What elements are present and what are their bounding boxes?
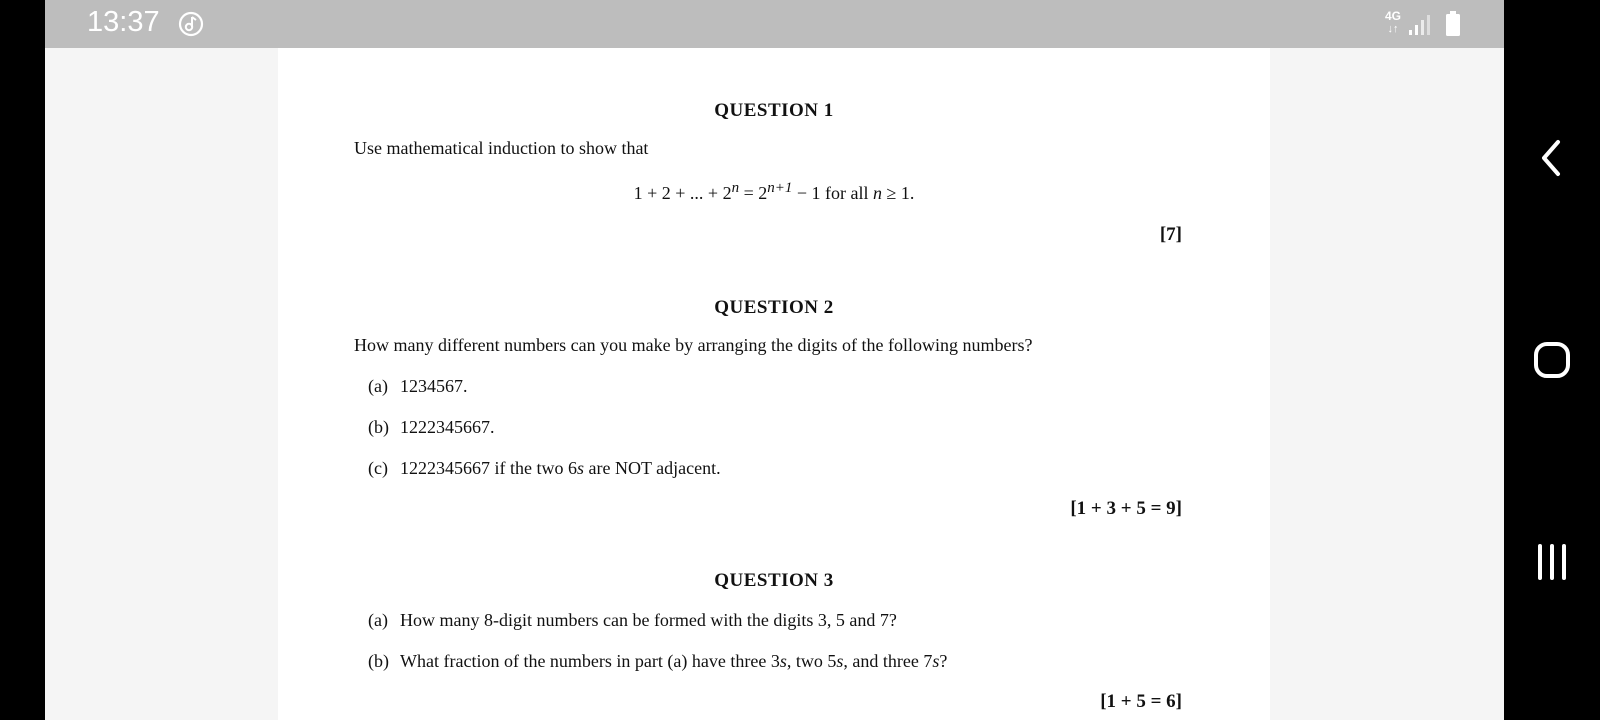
item-text-1: What fraction of the numbers in part (a) have three 3 <box>400 651 780 671</box>
item-text-3: , and three 7 <box>843 651 933 671</box>
question-2-item-c <box>368 458 721 479</box>
formula-right: − 1 for all <box>792 183 873 203</box>
back-icon <box>1536 138 1568 178</box>
question-2-intro: How many different numbers can you make by arranging the digits of the following numbers? <box>354 335 1033 355</box>
question-2-title: QUESTION 2 <box>714 297 834 318</box>
network-label: 4G <box>1384 9 1401 23</box>
item-var: s <box>577 458 585 478</box>
item-label: (a) <box>368 610 388 630</box>
document-page[interactable] <box>278 48 1270 720</box>
formula-mid: = 2 <box>739 183 768 203</box>
question-3-item-b <box>368 651 947 672</box>
music-sync-icon <box>177 10 205 38</box>
recents-icon <box>1534 542 1570 582</box>
item-text: 1222345667. <box>400 417 495 437</box>
item-text-post: are NOT adjacent. <box>584 458 721 478</box>
question-2-item-a <box>368 376 468 397</box>
question-1-formula <box>278 180 1270 204</box>
item-var-2: s <box>836 651 844 671</box>
status-time: 13:37 <box>87 6 160 38</box>
formula-exponent-n: n <box>731 180 740 196</box>
question-2-item-b <box>368 417 495 438</box>
question-2-marks: [1 + 3 + 5 = 9] <box>1070 498 1182 519</box>
question-3-title: QUESTION 3 <box>714 570 834 591</box>
item-text-4: ? <box>939 651 948 671</box>
item-label: (a) <box>368 376 388 396</box>
left-black-bar <box>0 0 45 720</box>
home-button[interactable] <box>1504 330 1600 390</box>
status-bar <box>45 0 1504 48</box>
question-3-marks: [1 + 5 = 6] <box>1100 691 1182 712</box>
item-text-2: , two 5 <box>786 651 837 671</box>
item-text-pre: 1222345667 if the two 6 <box>400 458 577 478</box>
formula-end: ≥ 1. <box>882 183 915 203</box>
home-icon <box>1532 340 1572 380</box>
signal-icon <box>1408 13 1432 37</box>
question-1-intro: Use mathematical induction to show that <box>354 138 649 158</box>
question-3-item-a <box>368 610 897 631</box>
item-label: (b) <box>368 417 389 437</box>
formula-left: 1 + 2 + ... + 2 <box>633 183 732 203</box>
item-var-1: s <box>779 651 787 671</box>
item-var-3: s <box>932 651 940 671</box>
question-1-title: QUESTION 1 <box>714 100 834 121</box>
battery-icon <box>1445 11 1461 37</box>
formula-variable-n: n <box>873 183 882 203</box>
item-text: How many 8-digit numbers can be formed with the digits 3, 5 and 7? <box>400 610 897 630</box>
question-1-marks: [7] <box>1159 224 1182 245</box>
formula-exponent-n-plus-1: n+1 <box>767 180 793 196</box>
item-label: (b) <box>368 651 389 671</box>
app-screen <box>45 0 1504 720</box>
item-label: (c) <box>368 458 388 478</box>
back-button[interactable] <box>1504 128 1600 188</box>
network-4g-icon: 4G ↓↑ <box>1384 9 1401 35</box>
item-text: 1234567. <box>400 376 468 396</box>
recents-button[interactable] <box>1504 532 1600 592</box>
